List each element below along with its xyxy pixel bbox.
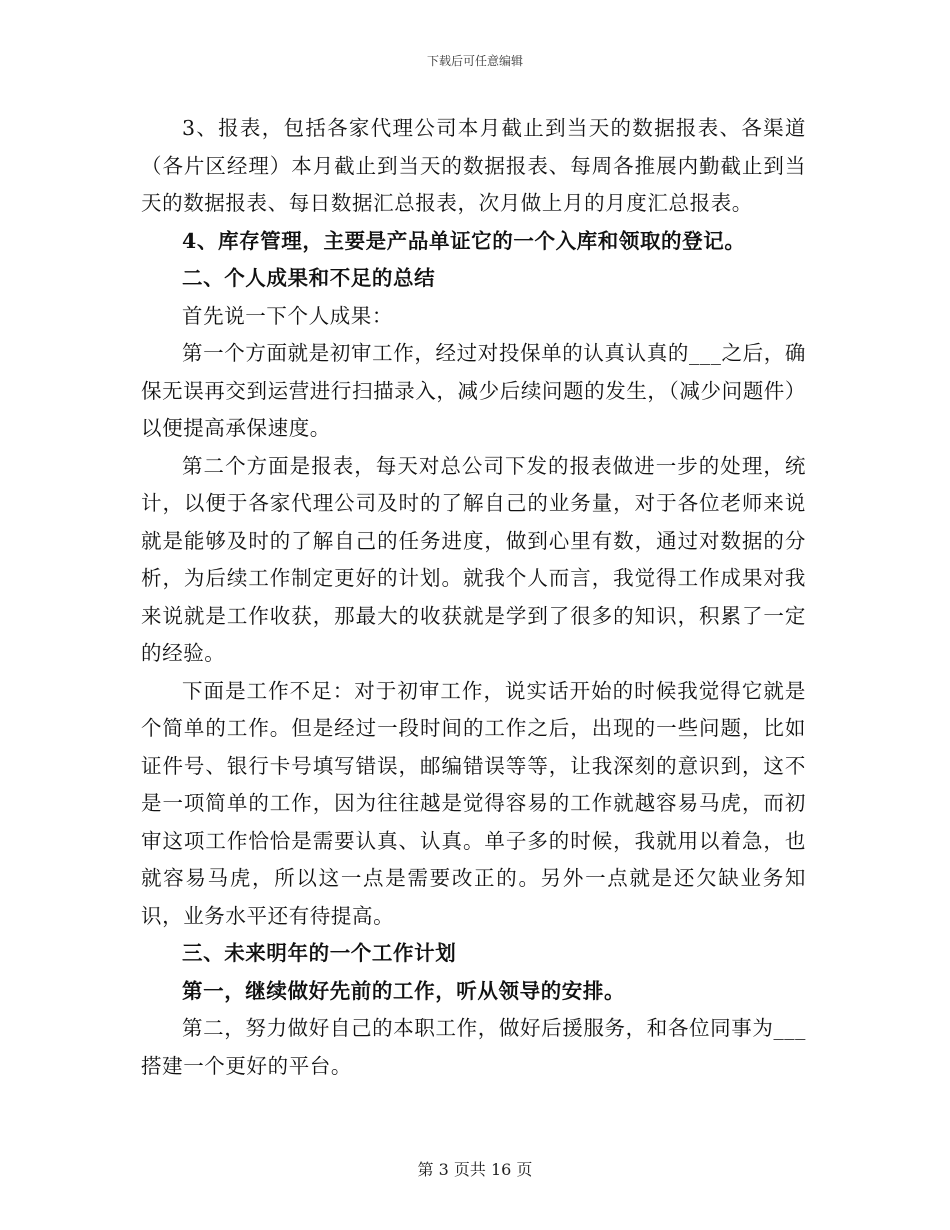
page-header: 下载后可任意编辑 — [426, 54, 523, 68]
page-footer: 第 3 页共 16 页 — [417, 1160, 533, 1179]
paragraph-plan-first: 第一，继续做好先前的工作，听从领导的安排。 — [182, 978, 626, 1003]
paragraph-reports: 3、报表，包括各家代理公司本月截止到当天的数据报表、各渠道（各片区经理）本月截止到当天的数据报表、每周各推展内勤截止到当天的数据报表、每日数据汇总报表，次月做上月的月度汇总报表。 — [141, 116, 806, 215]
paragraph-inventory: 4、库存管理，主要是产品单证它的一个入库和领取的登记。 — [182, 228, 746, 253]
section-heading-results: 二、个人成果和不足的总结 — [182, 266, 436, 290]
section-heading-plan: 三、未来明年的一个工作计划 — [182, 941, 457, 965]
paragraph-plan-second: 第二，努力做好自己的本职工作，做好后援服务，和各位同事为___搭建一个更好的平台。 — [141, 1016, 806, 1078]
paragraph-first-aspect: 第一个方面就是初审工作，经过对投保单的认真认真的___之后，确保无误再交到运营进行扫描录入，减少后续问题的发生，（减少问题件）以便提高承保速度。 — [141, 341, 806, 440]
paragraph-second-aspect: 第二个方面是报表，每天对总公司下发的报表做进一步的处理，统计，以便于各家代理公司及时的了解自己的业务量，对于各位老师来说就是能够及时的了解自己的任务进度，做到心里有数，通过对数据的分析，为后续工作制定更好的计划。就我个人而言，我觉得工作成果对我来说就是工作收获，那最大的收获就是学到了很多的知识，积累了一定的经验。 — [141, 453, 806, 665]
paragraph-shortcomings: 下面是工作不足：对于初审工作，说实话开始的时候我觉得它就是个简单的工作。但是经过一段时间的工作之后，出现的一些问题，比如证件号、银行卡号填写错误，邮编错误等等，让我深刻的意识到，这不是一项简单的工作，因为往往越是觉得容易的工作就越容易马虎，而初审这项工作恰恰是需要认真、认真。单子多的时候，我就用以着急，也就容易马虎，所以这一点是需要改正的。另外一点就是还欠缺业务知识，业务水平还有待提高。 — [141, 678, 806, 928]
document-body — [141, 110, 806, 1085]
paragraph-results-intro: 首先说一下个人成果： — [182, 303, 393, 328]
